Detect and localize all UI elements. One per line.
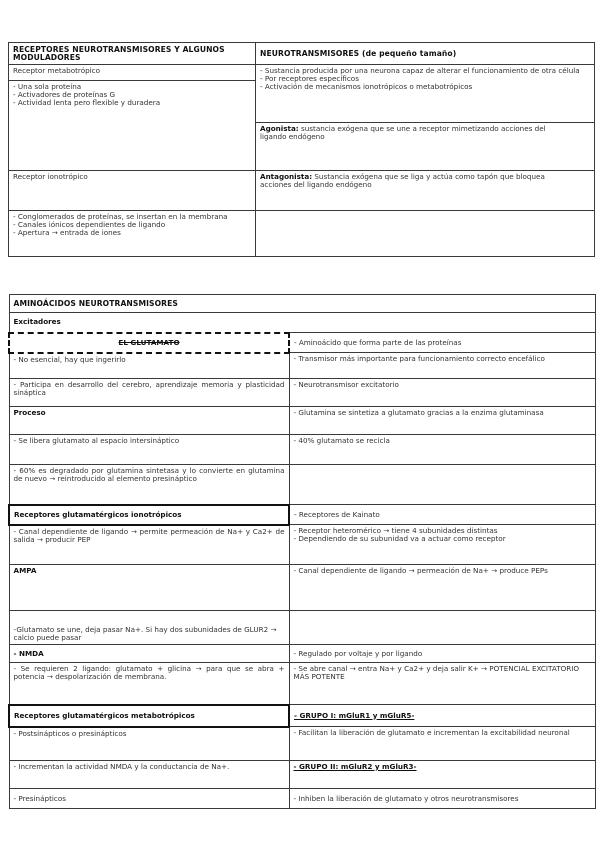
nmda-regulation: - Regulado por voltaje y por ligando bbox=[289, 645, 595, 663]
process-recycle: - 40% glutamato se recicla bbox=[289, 435, 595, 465]
table-row-right: - Neurotransmisor excitatorio bbox=[289, 379, 595, 407]
list-item: - Canales iónicos dependientes de ligando bbox=[13, 220, 166, 229]
list-item: - Activadores de proteínas G bbox=[13, 90, 116, 99]
post-presynaptic: - Postsinápticos o presinápticos bbox=[9, 727, 289, 761]
list-item: - Sustancia producida por una neurona capaz de alterar el funcionamiento de otra célula bbox=[260, 66, 580, 75]
glutamate-description: - Aminoácido que forma parte de las proteínas bbox=[289, 333, 595, 353]
metabotropic-receptor-list bbox=[9, 81, 256, 171]
process-synthesis: - Glutamina se sintetiza a glutamato gracias a la enzima glutaminasa bbox=[289, 407, 595, 435]
list-item: - Activación de mecanismos ionotrópicos o metabotrópicos bbox=[260, 82, 473, 91]
ionotropic-receptor-list bbox=[9, 211, 256, 257]
group-2-title-cell bbox=[289, 761, 595, 789]
ionotropic-channel: - Canal dependiente de ligando → permite permeación de Na+ y Ca2+ de salida → producir PEP bbox=[9, 525, 289, 565]
table-row-right: - Transmisor más importante para funcionamiento correcto encefálico bbox=[289, 353, 595, 379]
nmda-requirements: - Se requieren 2 ligando: glutamato + glicina → para que se abra + potencia → despolarización de membrana. bbox=[9, 663, 289, 705]
antagonist-term: Antagonista: bbox=[260, 172, 313, 181]
ionotropic-receptor-title: Receptor ionotrópico bbox=[9, 171, 256, 211]
agonist-text: sustancia exógena que se une a receptor mimetizando acciones del bbox=[298, 124, 546, 133]
list-item: - Dependiendo de su subunidad va a actuar como receptor bbox=[293, 534, 506, 543]
neuro-receptors-table bbox=[8, 42, 595, 257]
ampa-description: - Canal dependiente de ligando → permeación de Na+ → produce PEPs bbox=[289, 565, 595, 611]
antagonist-text-2: acciones del ligando endógeno bbox=[260, 180, 372, 189]
ampa-glutamate: -Glutamato se une, deja pasar Na+. Si hay dos subunidades de GLUR2 → calcio puede pasar bbox=[9, 611, 289, 645]
process-release: - Se libera glutamato al espacio intersináptico bbox=[9, 435, 289, 465]
list-item: - Apertura → entrada de iones bbox=[13, 228, 121, 237]
group-1-description: - Facilitan la liberación de glutamato e incrementan la excitabilidad neuronal bbox=[289, 727, 595, 761]
metabotropic-glutamate-title: Receptores glutamatérgicos metabotrópicos bbox=[9, 705, 289, 727]
process-title: Proceso bbox=[9, 407, 289, 435]
agonist-term: Agonista: bbox=[260, 124, 299, 133]
antagonist-text: Sustancia exógena que se liga y actúa como tapón que bloquea bbox=[312, 172, 545, 181]
metabotropic-receptor-title: Receptor metabotrópico bbox=[9, 65, 256, 81]
group-1-title-cell bbox=[289, 705, 595, 727]
receptors-header: RECEPTORES NEUROTRANSMISORES Y ALGUNOS MODULADORES bbox=[9, 43, 256, 65]
small-nt-header: NEUROTRANSMISORES (de pequeño tamaño) bbox=[256, 43, 595, 65]
group-1-title: - GRUPO I: mGluR1 y mGluR5- bbox=[294, 710, 415, 720]
ionotropic-glutamate-title: Receptores glutamatérgicos ionotrópicos bbox=[9, 505, 289, 525]
table-row-left: - No esencial, hay que ingerirlo bbox=[9, 353, 289, 379]
presynaptic: - Presinápticos bbox=[9, 789, 289, 809]
agonist-text-2: ligando endógeno bbox=[260, 132, 325, 141]
glutamate-title-cell bbox=[9, 333, 289, 353]
small-nt-list bbox=[256, 65, 595, 123]
empty-cell bbox=[256, 211, 595, 257]
heteromeric-receptor bbox=[289, 525, 595, 565]
process-degrade: - 60% es degradado por glutamina sintetasa y lo convierte en glutamina de nuevo → reintroducido al elemento presináptico bbox=[9, 465, 289, 505]
nmda-title: - NMDA bbox=[9, 645, 289, 663]
group-2-description: - Inhiben la liberación de glutamato y otros neurotransmisores bbox=[289, 789, 595, 809]
list-item: - Actividad lenta pero flexible y duradera bbox=[13, 98, 161, 107]
agonist-definition bbox=[256, 123, 595, 171]
excitatory-title: Excitadores bbox=[9, 313, 595, 333]
empty-cell bbox=[289, 611, 595, 645]
glutamate-title: EL GLUTAMATO bbox=[118, 337, 180, 347]
amino-acids-table bbox=[8, 294, 596, 809]
antagonist-definition bbox=[256, 171, 595, 211]
empty-cell bbox=[289, 465, 595, 505]
list-item: - Receptor heteromérico → tiene 4 subunidades distintas bbox=[293, 526, 498, 535]
nmda-increase: - Incrementan la actividad NMDA y la conductancia de Na+. bbox=[9, 761, 289, 789]
amino-acids-title: AMINOÁCIDOS NEUROTRANSMISORES bbox=[9, 295, 595, 313]
ampa-title: AMPA bbox=[9, 565, 289, 611]
table-row-left: - Participa en desarrollo del cerebro, aprendizaje memoria y plasticidad sináptica bbox=[9, 379, 289, 407]
kainate-receptors: - Receptores de Kainato bbox=[289, 505, 595, 525]
list-item: - Conglomerados de proteínas, se insertan en la membrana bbox=[13, 212, 228, 221]
group-2-title: - GRUPO II: mGluR2 y mGluR3- bbox=[293, 762, 417, 771]
list-item: - Por receptores específicos bbox=[260, 74, 359, 83]
list-item: - Una sola proteína bbox=[13, 82, 82, 91]
nmda-opening: - Se abre canal → entra Na+ y Ca2+ y deja salir K+ → POTENCIAL EXCITATORIO MÁS POTENTE bbox=[289, 663, 595, 705]
